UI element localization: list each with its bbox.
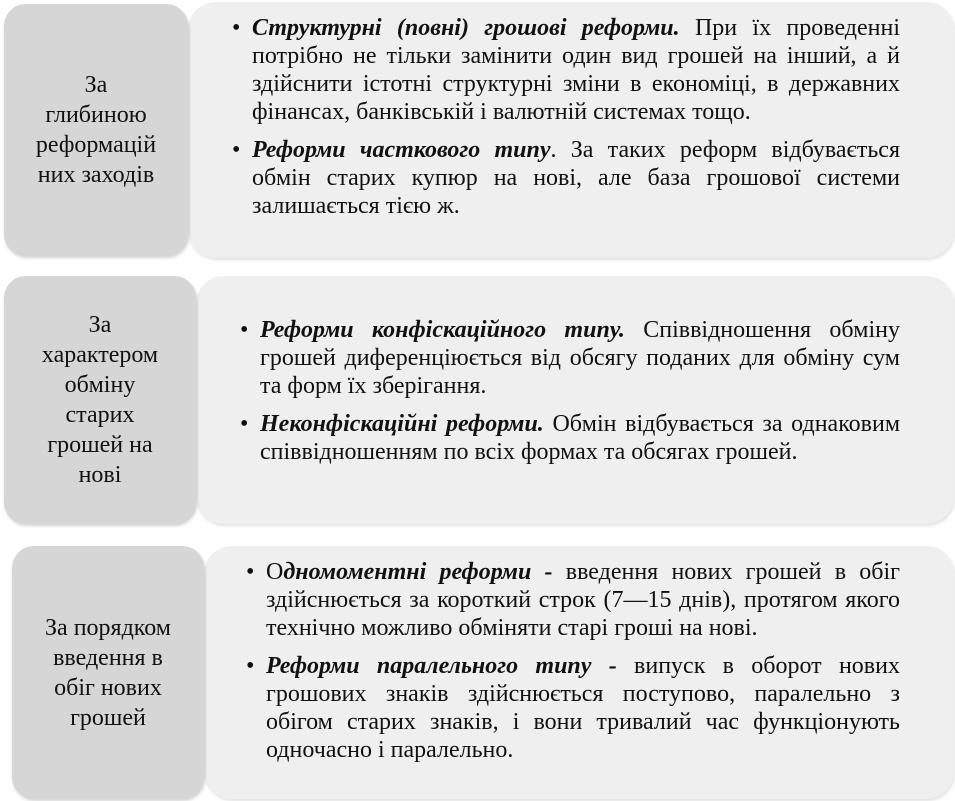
label-line: обміну bbox=[64, 372, 136, 398]
list-item-one-time-reforms bbox=[244, 558, 900, 642]
label-line: них заходів bbox=[37, 162, 155, 188]
list-item-structural-reforms bbox=[230, 14, 900, 126]
category-label-introduction bbox=[12, 546, 204, 799]
desc-parallel-reforms: випуск в оборот нових грошових знаків здійснюється поступово, паралельно з обігом старих знаків, і вони тривалий час функціонують одночасно і паралельно. bbox=[266, 653, 900, 763]
list-item-parallel-reforms bbox=[244, 652, 900, 764]
label-line: За bbox=[84, 72, 108, 98]
content-box-depth bbox=[188, 2, 954, 258]
term-nonconfiscatory-reforms: Неконфіскаційні реформи. bbox=[260, 411, 544, 437]
reform-list-introduction bbox=[244, 558, 900, 764]
list-item-partial-reforms bbox=[230, 136, 900, 220]
desc-partial-reforms: . За таких реформ відбувається обмін старих купюр на нові, але база грошової системи залишається тією ж. bbox=[252, 137, 900, 219]
label-line: нові bbox=[78, 462, 122, 488]
desc-one-time-reforms: введення нових грошей в обіг здійснюється за короткий строк (7—15 днів), протягом якого технічно можливо обміняти старі гроші на нові. bbox=[266, 559, 901, 641]
list-item-confiscatory-reforms bbox=[238, 316, 900, 400]
label-line: введення в bbox=[53, 644, 163, 671]
desc-nonconfiscatory-reforms: Обмін відбувається за однаковим співвідношенням по всіх формах та обсягах грошей. bbox=[260, 411, 900, 465]
content-box-exchange bbox=[196, 276, 954, 524]
label-line: грошей на bbox=[47, 432, 153, 458]
label-line: За bbox=[88, 312, 112, 338]
term-partial-reforms: Реформи часткового типу bbox=[252, 137, 551, 163]
term-prefix-one-time-reforms: О bbox=[266, 559, 284, 585]
label-line: обіг нових bbox=[54, 674, 162, 701]
term-parallel-reforms: Реформи паралельного типу - bbox=[266, 653, 617, 679]
label-line: глибиною bbox=[45, 102, 147, 128]
label-line: характером bbox=[41, 342, 159, 368]
desc-structural-reforms: При їх проведенні потрібно не тільки замінити один вид грошей на інший, а й здійснити істотні структурні зміни в економіці, в державних фінансах, банківській і валютній системах тощо. bbox=[252, 15, 900, 125]
term-structural-reforms: Структурні (повні) грошові реформи. bbox=[252, 15, 680, 41]
label-line: грошей bbox=[70, 704, 146, 731]
reform-list-depth bbox=[230, 14, 900, 220]
desc-confiscatory-reforms: Співвідношення обміну грошей диференціюється від обсягу поданих для обміну сум та форм їх зберігання. bbox=[260, 317, 900, 399]
term-one-time-reforms: дномоментні реформи - bbox=[283, 559, 553, 585]
label-line: За порядком bbox=[45, 614, 171, 641]
label-line: старих bbox=[65, 402, 135, 428]
category-label-depth bbox=[4, 4, 188, 256]
list-item-nonconfiscatory-reforms bbox=[238, 410, 900, 466]
content-box-introduction bbox=[204, 546, 954, 799]
term-confiscatory-reforms: Реформи конфіскаційного типу. bbox=[260, 317, 625, 343]
category-label-exchange bbox=[4, 276, 196, 524]
label-line: реформацій bbox=[35, 132, 157, 158]
reform-list-exchange bbox=[238, 316, 900, 466]
